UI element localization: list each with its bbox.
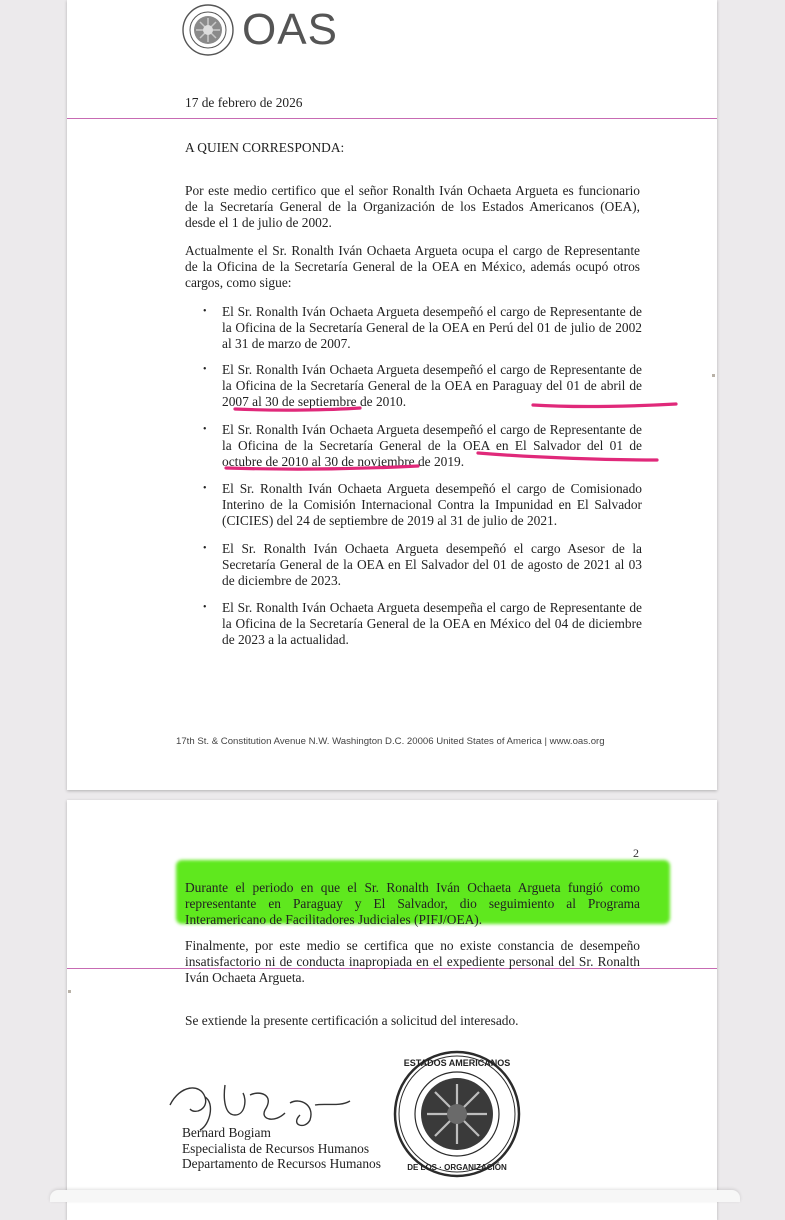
seal-lettering: ESTADOS AMERICANOS	[403, 1058, 511, 1068]
org-acronym: OAS	[242, 5, 338, 54]
scan-speck	[712, 374, 715, 377]
paragraph-certification: Por este medio certifico que el señor Ronalth Iván Ochaeta Argueta es funcionario de la Secretaría General de la Organización de los Estados Americanos (OEA), desde el 1 de julio de 2002.	[185, 183, 640, 231]
paragraph-extension: Se extiende la presente certificación a solicitud del interesado.	[185, 1013, 519, 1028]
position-item-paraguay: El Sr. Ronalth Iván Ochaeta Argueta desempeñó el cargo de Representante de la Oficina de la Secretaría General de la OEA en Paraguay del 01 de abril de 2007 al 30 de septiembre de 2010.	[222, 362, 642, 410]
bottom-sheet-handle	[50, 1190, 740, 1202]
signatory-department: Departamento de Recursos Humanos	[182, 1156, 381, 1171]
position-item-mexico: El Sr. Ronalth Iván Ochaeta Argueta desempeña el cargo de Representante de la Oficina de la Secretaría General de la OEA en México del 04 de diciembre de 2023 a la actualidad.	[222, 600, 642, 648]
letterhead-logo	[182, 2, 338, 58]
position-item-el-salvador: El Sr. Ronalth Iván Ochaeta Argueta desempeñó el cargo de Representante de la Oficina de la Secretaría General de la OEA en El Salvador del 01 de octubre de 2010 al 30 de noviembre de 2019.	[222, 422, 642, 470]
position-item-peru: El Sr. Ronalth Iván Ochaeta Argueta desempeñó el cargo de Representante de la Oficina de la Secretaría General de la OEA en Perú del 01 de julio de 2002 al 31 de marzo de 2007.	[222, 304, 642, 352]
bullet-3: •	[203, 424, 207, 435]
bullet-4: •	[203, 483, 207, 494]
svg-text:DE LOS · ORGANIZACIÓN: DE LOS · ORGANIZACIÓN	[407, 1163, 507, 1172]
paragraph-current-position: Actualmente el Sr. Ronalth Iván Ochaeta Argueta ocupa el cargo de Representante de la Oficina de la Secretaría General de la OEA en México, además ocupó otros cargos, como sigue:	[185, 243, 640, 291]
position-item-cicies: El Sr. Ronalth Iván Ochaeta Argueta desempeñó el cargo de Comisionado Interino de la Comisión Internacional Contra la Impunidad en El Salvador (CICIES) del 24 de septiembre de 2019 al 31 de julio de 2021.	[222, 481, 642, 529]
signatory-name: Bernard Bogiam	[182, 1125, 271, 1140]
paragraph-highlighted-pifj: Durante el periodo en que el Sr. Ronalth Iván Ochaeta Argueta fungió como representante en Paraguay y El Salvador, dio seguimiento al Programa Interamericano de Facilitadores Judiciales (PIFJ/OEA).	[185, 880, 640, 928]
signature-block	[182, 1125, 381, 1172]
page-number: 2	[633, 846, 639, 860]
bullet-5: •	[203, 543, 207, 554]
salutation: A QUIEN CORRESPONDA:	[185, 140, 345, 155]
oas-seal-icon	[182, 4, 234, 56]
letter-footer: 17th St. & Constitution Avenue N.W. Washington D.C. 20006 United States of America | www.oas.org	[176, 736, 605, 747]
bullet-2: •	[203, 364, 207, 375]
bullet-1: •	[203, 306, 207, 317]
header-rule	[67, 118, 717, 119]
position-item-advisor: El Sr. Ronalth Iván Ochaeta Argueta desempeñó el cargo Asesor de la Secretaría General de la OEA en El Salvador del 01 de agosto de 2021 al 03 de diciembre de 2023.	[222, 541, 642, 589]
paragraph-closing: Finalmente, por este medio se certifica que no existe constancia de desempeño insatisfactorio ni de conducta inapropiada en el expediente personal del Sr. Ronalth Iván Ochaeta Argueta.	[185, 938, 640, 986]
signatory-title: Especialista de Recursos Humanos	[182, 1140, 370, 1156]
letter-date: 17 de febrero de 2026	[185, 95, 303, 110]
bullet-6: •	[203, 602, 207, 613]
official-stamp-seal	[393, 1050, 521, 1178]
scan-speck-2	[68, 990, 71, 993]
